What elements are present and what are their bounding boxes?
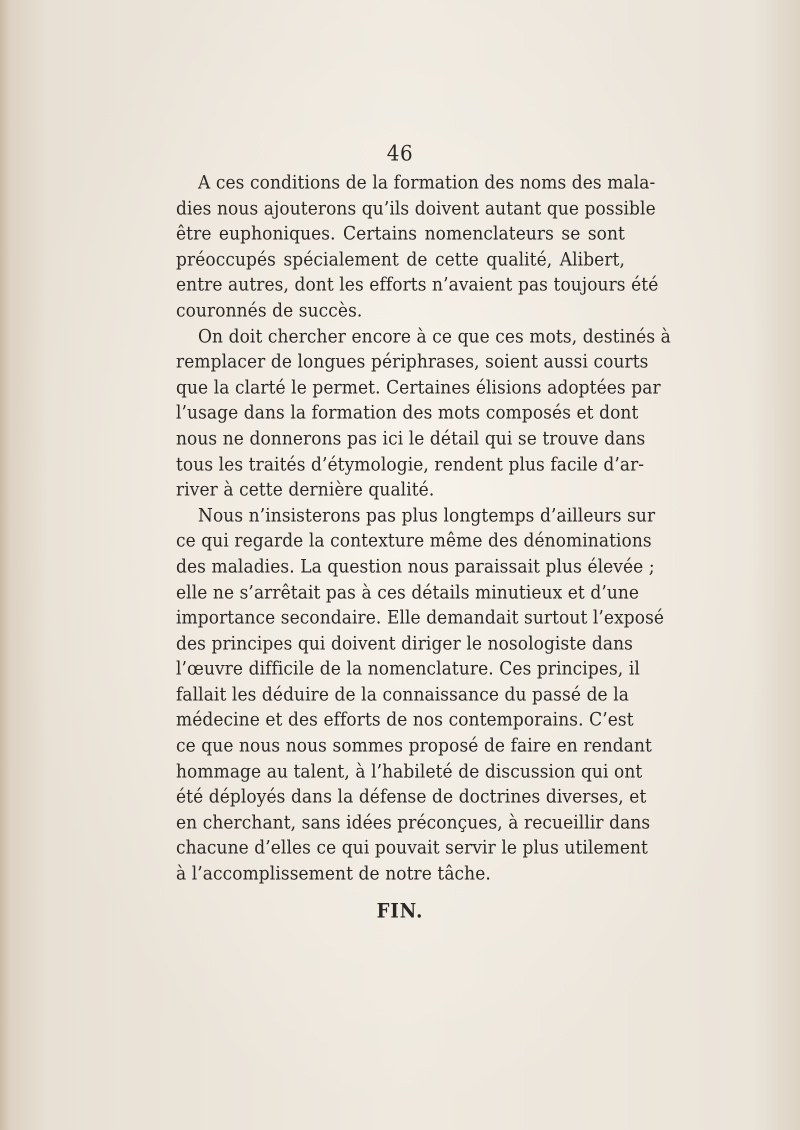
text-line-19: des principes qui doivent diriger le nosologiste dans xyxy=(176,632,633,655)
text-line-5: entre autres, dont les efforts n’avaient pas toujours été xyxy=(176,274,659,297)
text-line-16: des maladies. La question nous paraissait plus élevée ; xyxy=(176,556,655,578)
text-line-8: remplacer de longues périphrases, soient aussi courts xyxy=(176,351,649,373)
text-line-25: été déployés dans la défense de doctrines diverses, et xyxy=(176,786,647,808)
text-line-9: que la clarté le permet. Certaines élisions adoptées par xyxy=(176,376,661,399)
text-line-11: nous ne donnerons pas ici le détail qui se trouve dans xyxy=(176,428,646,450)
text-line-1: A ces conditions de la formation des noms des mala- xyxy=(198,172,656,194)
text-line-17: elle ne s’arrêtait pas à ces détails minutieux et d’une xyxy=(176,581,640,604)
text-line-18: importance secondaire. Elle demandait surtout l’exposé xyxy=(176,607,665,629)
end-mark: FIN. xyxy=(376,899,424,924)
text-line-20: l’œuvre difficile de la nomenclature. Ces principes, il xyxy=(176,658,640,681)
text-line-23: ce que nous nous sommes proposé de faire en rendant xyxy=(176,735,652,757)
text-line-22: médecine et des efforts de nos contemporains. C’est xyxy=(176,709,634,732)
text-line-14: Nous n’insisterons pas plus longtemps d’ailleurs sur xyxy=(198,504,656,527)
text-line-15: ce qui regarde la contexture même des dénominations xyxy=(176,530,652,553)
text-line-12: tous les traités d’étymologie, rendent plus facile d’ar- xyxy=(176,453,645,476)
text-line-10: l’usage dans la formation des mots composés et dont xyxy=(176,402,639,425)
body-text xyxy=(176,171,671,888)
text-line-6: couronnés de succès. xyxy=(176,300,363,322)
text-line-26: en cherchant, sans idées préconçues, à recueillir dans xyxy=(176,811,651,834)
page-edge-shadow xyxy=(0,0,10,1130)
text-line-3: être euphoniques. Certains nomenclateurs se sont xyxy=(176,223,625,245)
text-line-4: préoccupés spécialement de cette qualité, Alibert, xyxy=(176,248,625,271)
text-line-21: fallait les déduire de la connaissance du passé de la xyxy=(176,684,629,706)
page-number: 46 xyxy=(386,140,414,166)
text-line-27: chacune d’elles ce qui pouvait servir le plus utilement xyxy=(176,837,648,860)
text-line-28: à l’accomplissement de notre tâche. xyxy=(176,863,491,885)
text-line-13: river à cette dernière qualité. xyxy=(176,479,435,501)
text-line-7: On doit chercher encore à ce que ces mots, destinés à xyxy=(198,325,671,348)
text-line-2: dies nous ajouterons qu’ils doivent autant que possible xyxy=(176,197,656,220)
text-line-24: hommage au talent, à l’habileté de discussion qui ont xyxy=(176,760,643,783)
